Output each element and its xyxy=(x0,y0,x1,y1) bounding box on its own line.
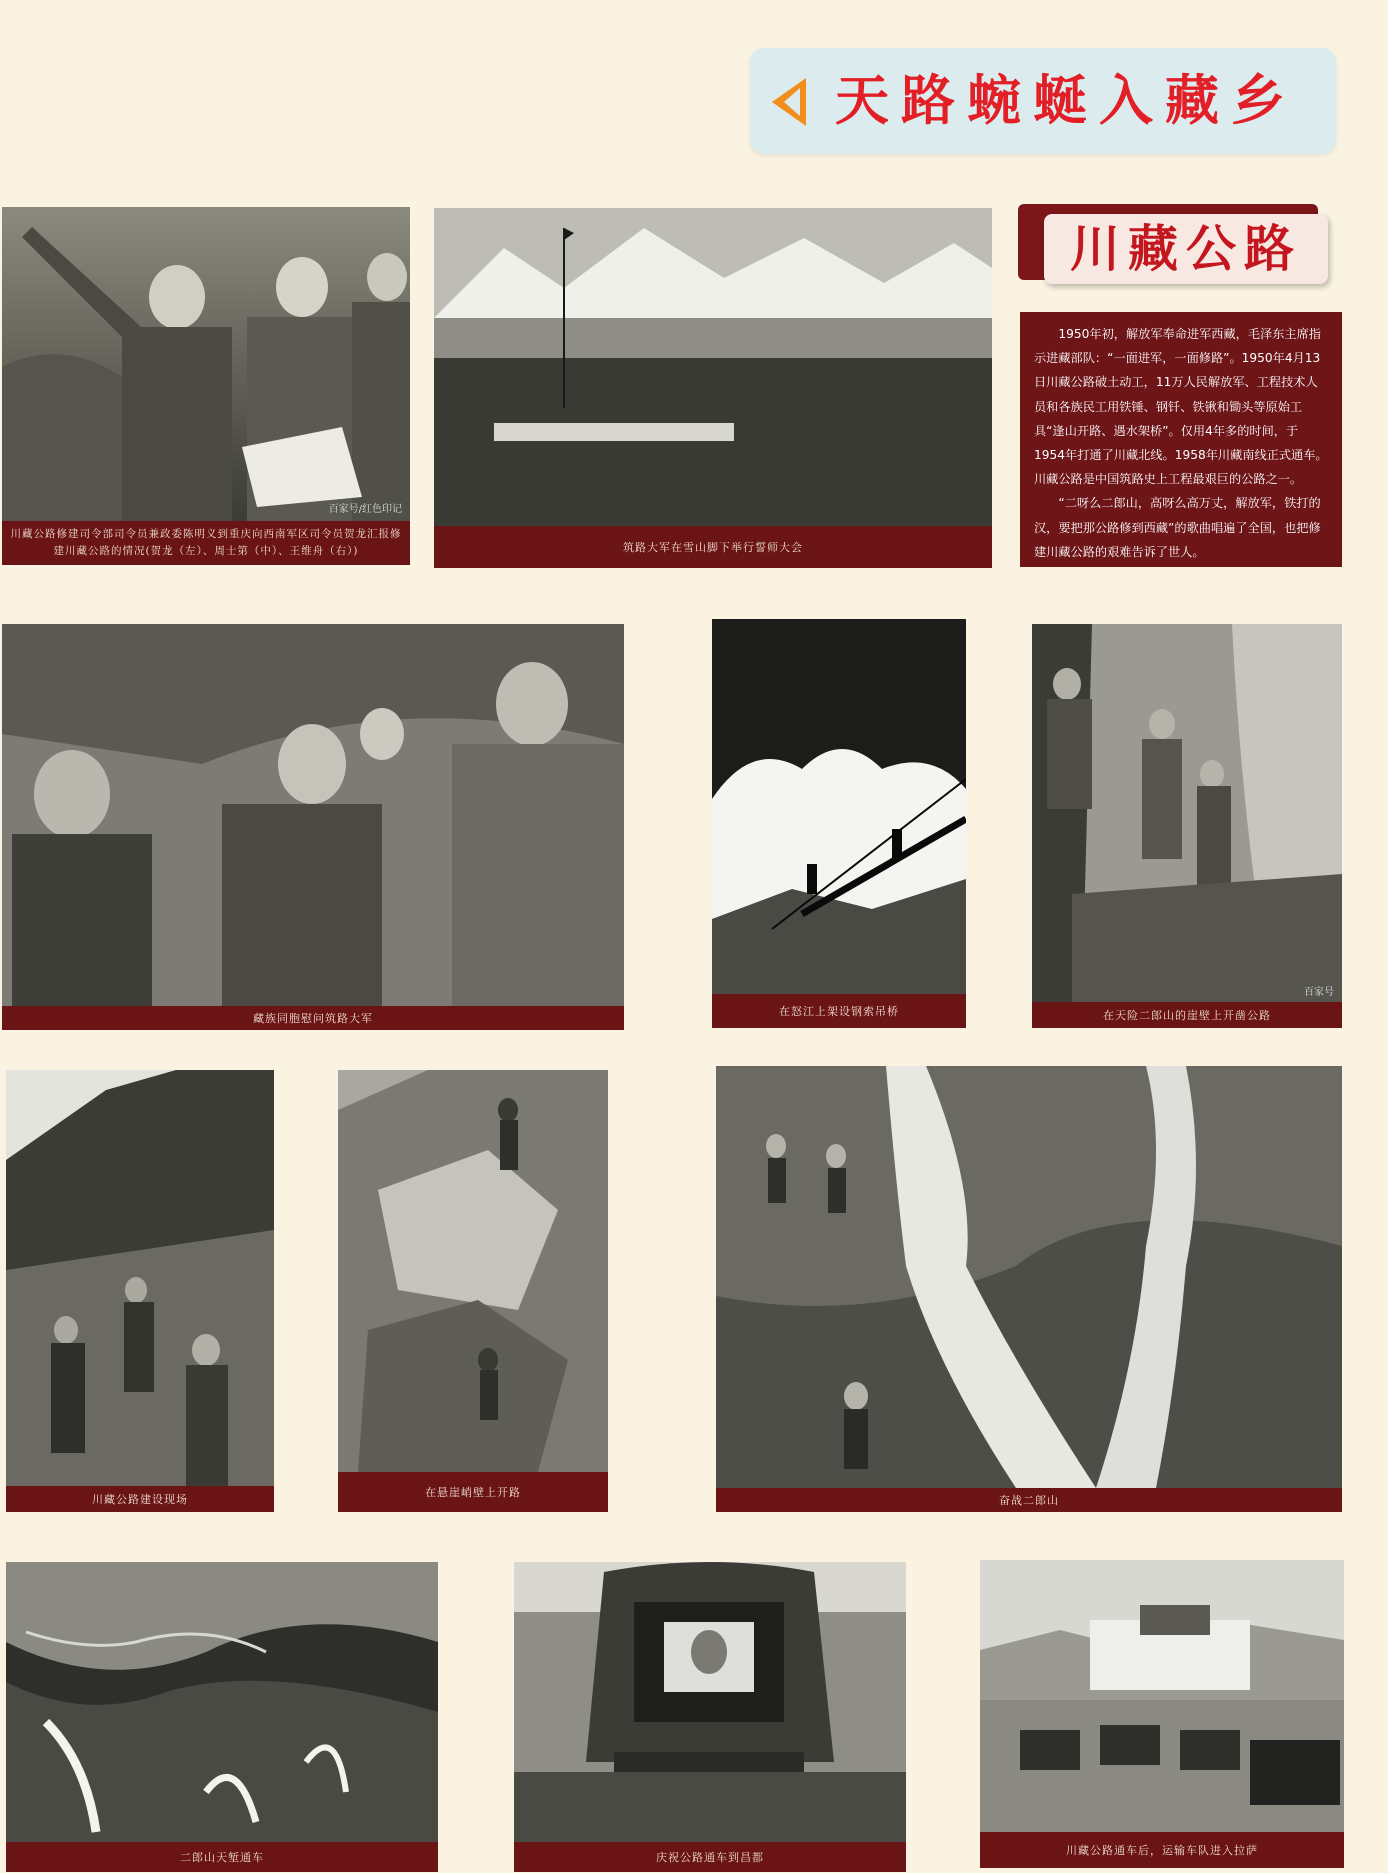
photo-cliff-road xyxy=(338,1070,608,1472)
photo-cliff-workers xyxy=(1032,624,1342,1002)
photo-suspension-bridge xyxy=(712,619,966,994)
photo-card xyxy=(338,1070,608,1512)
intro-paragraph-1: 1950年初，解放军奉命进军西藏，毛泽东主席指示进藏部队：“一面进军，一面修路”。1950年4月13日川藏公路破土动工，11万人民解放军、工程技术人员和各族民工用铁锤、钢钎、铁锹和锄头等原始工具“逢山开路、遇水架桥”。仅用4年多的时间，于1954年打通了川藏北线。1958年川藏南线正式通车。川藏公路是中国筑路史上工程最艰巨的公路之一。 xyxy=(1034,327,1328,487)
photo-card xyxy=(2,624,624,1030)
photo-caption: 奋战二郎山 xyxy=(716,1488,1342,1512)
photo-winding-road xyxy=(6,1562,438,1842)
intro-text-box xyxy=(1020,312,1342,567)
photo-caption: 筑路大军在雪山脚下举行誓师大会 xyxy=(434,526,992,568)
photo-commanders xyxy=(2,207,410,521)
photo-caption: 川藏公路通车后，运输车队进入拉萨 xyxy=(980,1832,1344,1868)
photo-caption: 川藏公路建设现场 xyxy=(6,1486,274,1512)
photo-changdu-celebration xyxy=(514,1562,906,1842)
photo-card xyxy=(712,619,966,1028)
photo-card xyxy=(1032,624,1342,1028)
photo-card xyxy=(6,1070,274,1512)
photo-card xyxy=(716,1066,1342,1512)
photo-construction-site xyxy=(6,1070,274,1486)
photo-watermark: 百家号 xyxy=(1304,987,1334,998)
photo-card xyxy=(6,1562,438,1872)
photo-lhasa-convoy xyxy=(980,1560,1344,1832)
intro-paragraph-2: “二呀么二郎山，高呀么高万丈，解放军，铁打的汉，要把那公路修到西藏”的歌曲唱遍了全国，也把修建川藏公路的艰难告诉了世人。 xyxy=(1034,496,1321,559)
photo-caption: 庆祝公路通车到昌都 xyxy=(514,1842,906,1872)
photo-caption: 川藏公路修建司令部司令员兼政委陈明义到重庆向西南军区司令员贺龙汇报修建川藏公路的情况(贺龙（左）、周士第（中）、王维舟（右）) xyxy=(2,521,410,565)
page-title: 天路蜿蜒入藏乡 xyxy=(835,69,1297,132)
photo-tibetan-greeting xyxy=(2,624,624,1006)
photo-caption: 藏族同胞慰问筑路大军 xyxy=(2,1006,624,1030)
photo-card xyxy=(434,208,992,568)
photo-card xyxy=(514,1562,906,1872)
photo-caption: 在怒江上架设钢索吊桥 xyxy=(712,994,966,1028)
section-title: 川藏公路 xyxy=(1070,220,1302,278)
photo-caption: 在悬崖峭壁上开路 xyxy=(338,1472,608,1512)
photo-caption: 二郎山天堑通车 xyxy=(6,1842,438,1872)
photo-rally xyxy=(434,208,992,526)
photo-card xyxy=(2,207,410,565)
section-banner xyxy=(1018,204,1328,286)
photo-erlang-mountain xyxy=(716,1066,1342,1488)
header-banner xyxy=(750,48,1336,154)
section-banner-plate xyxy=(1044,214,1328,284)
photo-caption: 在天险二郎山的崖壁上开凿公路 xyxy=(1032,1002,1342,1028)
photo-card xyxy=(980,1560,1344,1868)
photo-watermark: 百家号/红色印记 xyxy=(328,504,402,515)
arrow-left-icon xyxy=(772,78,806,126)
